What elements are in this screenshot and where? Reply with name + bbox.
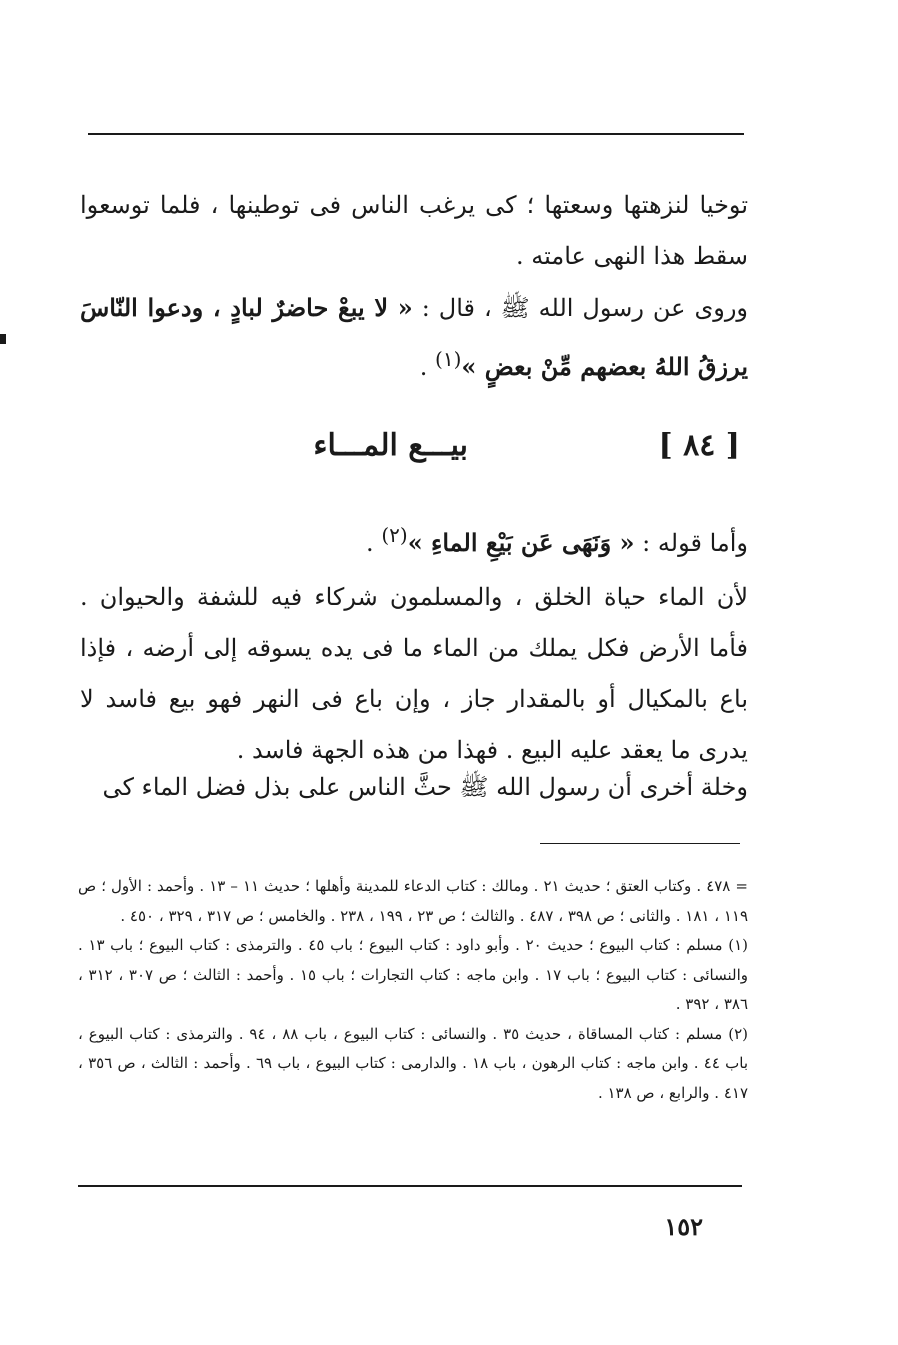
paragraph-3: لأن الماء حياة الخلق ، والمسلمون شركاء فيه للشفة والحيوان . فأما الأرض فكل يملك من الماء ما فى يده يسوقه إلى أرضه ، فإذا باع بالمكيال أو بالمقدار جاز ، وإن باع فى النهر فهو بيع فاسد لا يدرى ما يعقد عليه البيع . فهذا من هذه الجهة فاسد . — [80, 583, 748, 764]
footnote-separator — [540, 843, 740, 844]
section-heading — [150, 428, 748, 472]
quote-text: « وَنَهَى عَن بَيْعِ الماءِ » — [407, 528, 635, 557]
bottom-rule — [78, 1185, 742, 1187]
page-number: ١٥٢ — [664, 1212, 703, 1241]
footnote-2: (٢) مسلم : كتاب المساقاة ، حديث ٣٥ . والنسائى : كتاب البيوع ، باب ٨٨ ، ٩٤ . والترمذى : كتاب البيوع ، باب ٤٤ . وابن ماجه : كتاب الرهون ، باب ١٨ . والدارمى : كتاب البيوع ، باب ٦٩ . وأحمد : الثالث ، ص ٣٥٦ ، ٤١٧ . والرابع ، ص ١٣٨ . — [78, 1024, 749, 1102]
footnote-1: (١) مسلم : كتاب البيوع ؛ حديث ٢٠ . وأبو داود : كتاب البيوع ؛ باب ٤٥ . والترمذى : كتاب البيوع ؛ باب ١٣ . والنسائى : كتاب البيوع ؛ باب ١٧ . وابن ماجه : كتاب التجارات ؛ باب ١٥ . وأحمد : الثالث ؛ ص ٣٠٧ ، ٣١٢ ، ٣٨٦ ، ٣٩٢ . — [78, 936, 748, 1013]
quote-paragraph — [80, 510, 748, 569]
quote-intro: وأما قوله : — [634, 529, 748, 557]
paragraph-2 — [80, 282, 748, 393]
paragraph-4: وخلة أخرى أن رسول الله ﷺ حثَّ الناس على بذل فضل الماء كى — [102, 773, 748, 801]
footnotes — [78, 872, 748, 1108]
paragraph-2-end: . — [419, 353, 436, 381]
footnote-ref-1: (١) — [435, 347, 462, 371]
hadith-text: « لا يبعْ حاضرٌ لبادٍ ، ودعوا النّاسَ يرزقُ اللهُ بعضهم مِّنْ بعضٍ » — [80, 293, 748, 381]
top-rule — [88, 133, 744, 135]
paragraph-1: توخيا لنزهتها وسعتها ؛ كى يرغب الناس فى توطينها ، فلما توسعوا سقط هذا النهى عامته . — [80, 191, 748, 270]
quote-end: . — [366, 529, 382, 557]
footnote-ref-2: (٢) — [381, 523, 408, 547]
section-title: بيـــع المـــاء — [313, 428, 468, 463]
footnote-continuation: = ٤٧٨ . وكتاب العتق ؛ حديث ٢١ . ومالك : كتاب الدعاء للمدينة وأهلها ؛ حديث ١١ – ١٣ . وأحمد : الأول ؛ ص ١١٩ ، ١٨١ . والثانى ؛ ص ٣٩٨ ، ٤٨٧ . والثالث ؛ ص ٢٣ ، ١٩٩ ، ٢٣٨ . والخامس ؛ ص ٣١٧ ، ٣٢٩ ، ٤٥٠ . — [78, 877, 748, 925]
margin-mark — [0, 334, 6, 344]
paragraph-2-intro: وروى عن رسول الله ﷺ ، قال : — [412, 294, 748, 322]
section-number: [ ٨٤ ] — [658, 428, 740, 463]
